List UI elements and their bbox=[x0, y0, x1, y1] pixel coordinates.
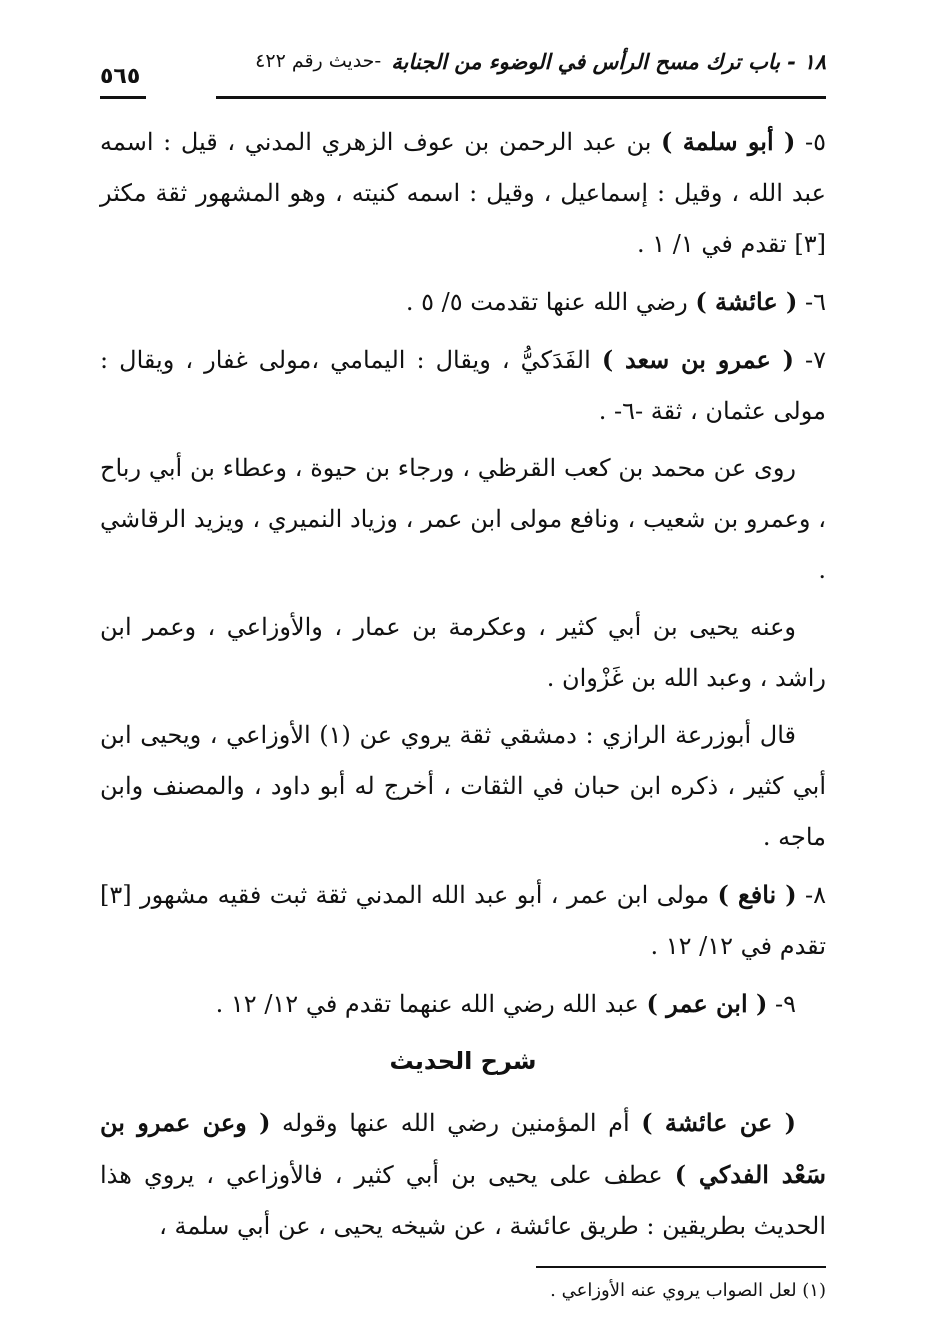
hadith-reference: -حديث رقم ٤٢٢ bbox=[255, 50, 382, 72]
narrator-name: ( ابن عمر ) bbox=[646, 989, 768, 1018]
narrator-name: ( أبو سلمة ) bbox=[661, 127, 796, 156]
narrator-entry-5: ٥- ( أبو سلمة ) بن عبد الرحمن بن عوف الزهري المدني ، قيل : اسمه عبد الله ، وقيل : إسماعيل ، وقيل : اسمه كنيته ، وهو المشهور ثقة مكثر [٣] تقدم في ١/ ١ . bbox=[100, 127, 827, 258]
narrator-name: ( عائشة ) bbox=[695, 287, 798, 316]
page-body bbox=[100, 116, 826, 1308]
grading-paragraph: قال أبوزرعة الرازي : دمشقي ثقة يروي عن (١) الأوزاعي ، ويحيى ابن أبي كثير ، ذكره ابن حبان في الثقات ، أخرج له أبو داود ، والمصنف وابن ماجه . bbox=[100, 721, 826, 851]
page-number: ٥٦٥ bbox=[100, 64, 141, 89]
page-header bbox=[100, 50, 826, 100]
narrator-name: ( نافع ) bbox=[717, 880, 797, 909]
explanation-paragraph: ( عن عائشة ) أم المؤمنين رضي الله عنها وقوله ( وعن عمرو بن سَعْد الفدكي ) عطف على يحيى بن أبي كثير ، فالأوزاعي ، يروي هذا الحديث بطريقين : طريق عائشة ، عن شيخه يحيى ، عن أبي سلمة ، bbox=[100, 1108, 827, 1240]
narrator-entry-8: ٨- ( نافع ) مولى ابن عمر ، أبو عبد الله المدني ثقة ثبت فقيه مشهور [٣] تقدم في ١٢/ ١٢ . bbox=[100, 880, 826, 960]
header-rule bbox=[100, 96, 826, 99]
section-heading: شرح الحديث bbox=[389, 1047, 537, 1075]
narrated-from-paragraph: روى عن محمد بن كعب القرظي ، ورجاء بن حيوة ، وعطاء بن أبي رباح ، وعمرو بن شعيب ، ونافع مولى ابن عمر ، وزياد النميري ، ويزيد الرقاشي . bbox=[100, 454, 826, 584]
narrated-by-paragraph: وعنه يحيى بن أبي كثير ، وعكرمة بن عمار ، والأوزاعي ، وعمر ابن راشد ، وعبد الله بن غَزْوان . bbox=[100, 613, 826, 692]
chapter-title: ١٨ - باب ترك مسح الرأس في الوضوء من الجنابة bbox=[391, 50, 826, 74]
footnote-rule bbox=[536, 1266, 826, 1268]
footnote: (١) لعل الصواب يروي عنه الأوزاعي . bbox=[550, 1280, 826, 1301]
narrator-name: ( عمرو بن سعد ) bbox=[601, 345, 794, 374]
narrator-entry-7: ٧- ( عمرو بن سعد ) الفَدَكيُّ ، ويقال : اليمامي ،مولى غفار ، ويقال : مولى عثمان ، ثقة -٦- . bbox=[100, 345, 826, 425]
narrator-entry-9: ٩- ( ابن عمر ) عبد الله رضي الله عنهما تقدم في ١٢/ ١٢ . bbox=[215, 989, 796, 1018]
running-title bbox=[255, 50, 826, 74]
book-page bbox=[100, 50, 826, 1308]
narrator-entry-6: ٦- ( عائشة ) رضي الله عنها تقدمت ٥/ ٥ . bbox=[405, 287, 826, 316]
